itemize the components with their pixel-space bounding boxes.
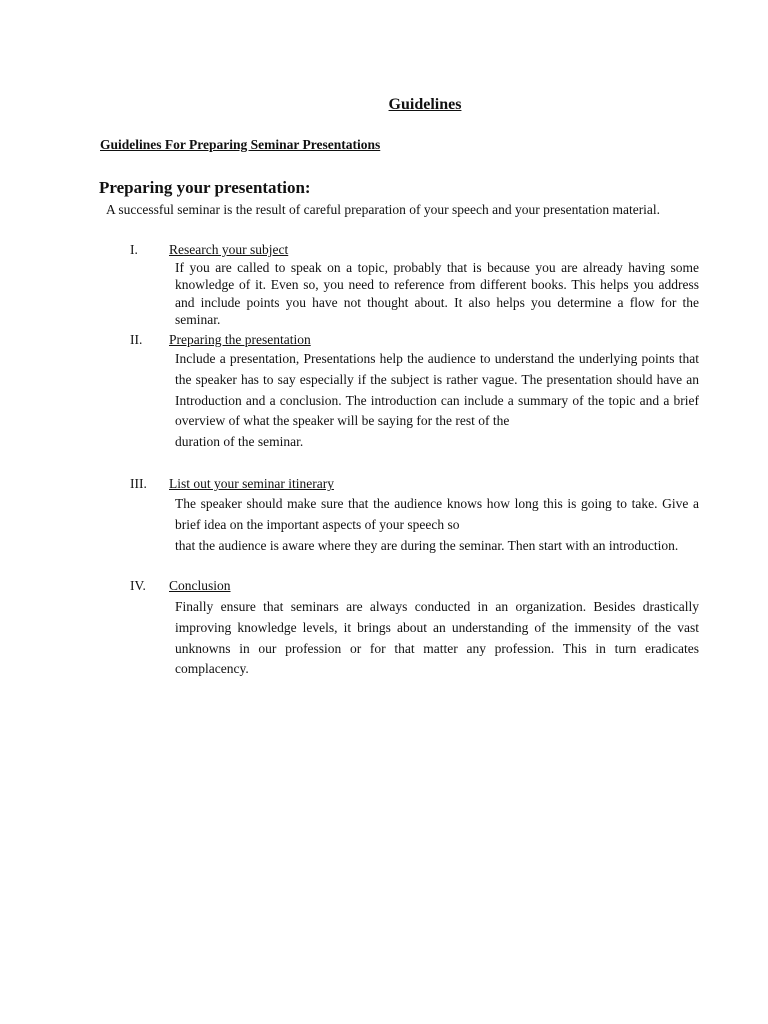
section-number: I. — [130, 242, 138, 257]
section-number: III. — [130, 476, 147, 491]
section-body-text: If you are called to speak on a topic, probably that is because you are already having some knowledge of it. Even so, you need to reference from different books. This helps you address and include points you have not thought about. It also helps you determine a flow for the seminar. — [175, 260, 699, 328]
section-number: II. — [130, 332, 143, 347]
section-title: Conclusion — [169, 578, 231, 593]
document-subtitle: Guidelines For Preparing Seminar Presentations — [100, 137, 381, 152]
section-body-text: Finally ensure that seminars are always conducted in an organization. Besides drastically improving knowledge levels, it brings about an understanding of the immensity of the vast unknowns in our profession or for that matter any profession. This in turn eradicates complacency. — [175, 599, 699, 677]
intro-paragraph: A successful seminar is the result of careful preparation of your speech and your presentation material. — [106, 202, 661, 217]
section-body — [175, 349, 699, 453]
section-body — [175, 259, 699, 329]
section-body-text: that the audience is aware where they are during the seminar. Then start with an introduction. — [175, 537, 679, 553]
section-body-text: Include a presentation, Presentations help the audience to understand the underlying points that the speaker has to say especially if the subject is rather vague. The presentation should have an Introduction and a conclusion. The introduction can include a summary of the topic and a brief overview of what the speaker will be saying for the rest of the — [175, 351, 699, 429]
section-body — [175, 597, 699, 680]
section-number: IV. — [130, 578, 146, 593]
document-title: Guidelines — [388, 96, 462, 113]
section-title: Research your subject — [169, 242, 289, 257]
section-title: Preparing the presentation — [169, 332, 311, 347]
section-body — [175, 494, 699, 556]
section-title: List out your seminar itinerary — [169, 476, 334, 491]
section-heading: Preparing your presentation: — [99, 178, 311, 197]
section-body-text: duration of the seminar. — [175, 434, 304, 450]
section-body-text: The speaker should make sure that the audience knows how long this is going to take. Give a brief idea on the important aspects of your speech so — [175, 496, 699, 532]
